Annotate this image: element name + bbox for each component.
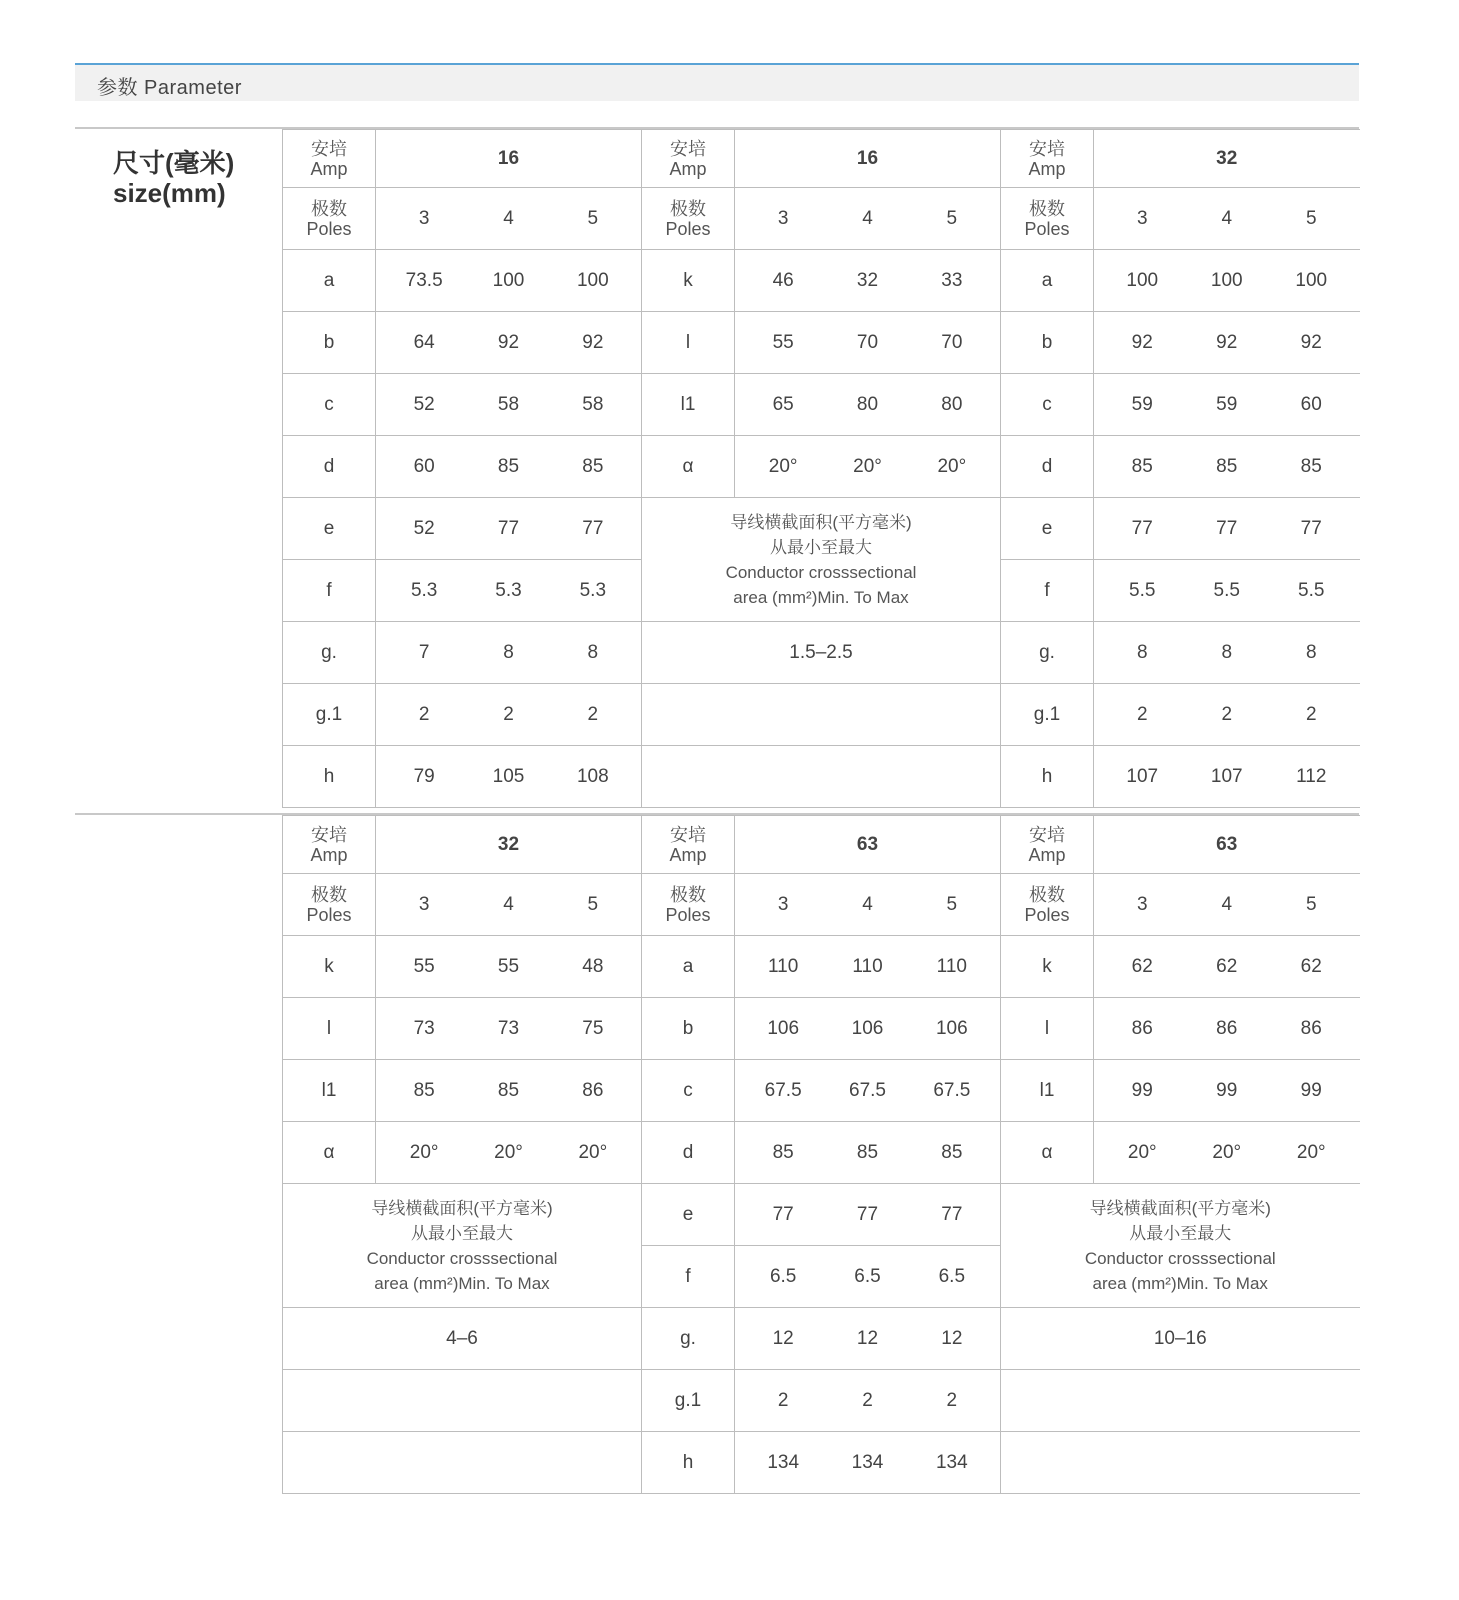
dim-label: g.1 bbox=[1001, 684, 1094, 746]
amp-value: 63 bbox=[735, 816, 1001, 874]
amp-value: 32 bbox=[1094, 130, 1360, 188]
dim-label: c bbox=[1001, 374, 1094, 436]
dim-values: 92 92 92 bbox=[1094, 312, 1360, 374]
amp-label: 安培 Amp bbox=[283, 130, 376, 188]
dim-label: l bbox=[642, 312, 735, 374]
dim-label: b bbox=[1001, 312, 1094, 374]
dim-label: k bbox=[283, 936, 376, 998]
dim-label: a bbox=[1001, 250, 1094, 312]
dim-values: 64 92 92 bbox=[376, 312, 642, 374]
dim-values: 85 85 85 bbox=[735, 1122, 1001, 1184]
dim-values: 55 55 48 bbox=[376, 936, 642, 998]
dim-values: 100 100 100 bbox=[1094, 250, 1360, 312]
dim-values: 73 73 75 bbox=[376, 998, 642, 1060]
poles-label: 极数 Poles bbox=[642, 874, 735, 936]
dim-label: l bbox=[283, 998, 376, 1060]
amp-value: 16 bbox=[735, 130, 1001, 188]
table-row bbox=[283, 622, 1360, 684]
dim-values: 85 85 86 bbox=[376, 1060, 642, 1122]
table-row bbox=[283, 498, 1360, 560]
dim-label: k bbox=[1001, 936, 1094, 998]
dim-label: e bbox=[283, 498, 376, 560]
dim-values: 67.5 67.5 67.5 bbox=[735, 1060, 1001, 1122]
dim-values: 110 110 110 bbox=[735, 936, 1001, 998]
conductor-area-range: 1.5–2.5 bbox=[642, 622, 1001, 684]
table-row bbox=[283, 1432, 1360, 1494]
dim-values: 52 58 58 bbox=[376, 374, 642, 436]
empty-cell bbox=[283, 1370, 642, 1432]
table-row bbox=[283, 746, 1360, 808]
poles-values: 3 4 5 bbox=[376, 188, 642, 250]
poles-values: 3 4 5 bbox=[735, 874, 1001, 936]
empty-cell bbox=[283, 1432, 642, 1494]
dim-values: 2 2 2 bbox=[735, 1370, 1001, 1432]
dim-values: 20° 20° 20° bbox=[376, 1122, 642, 1184]
table-row bbox=[283, 188, 1360, 250]
dim-label: e bbox=[642, 1184, 735, 1246]
poles-values: 3 4 5 bbox=[735, 188, 1001, 250]
table-row bbox=[283, 1370, 1360, 1432]
table-row bbox=[283, 816, 1360, 874]
dim-values: 12 12 12 bbox=[735, 1308, 1001, 1370]
amp-label: 安培 Amp bbox=[283, 816, 376, 874]
empty-cell bbox=[1001, 1432, 1360, 1494]
page-title: 参数 Parameter bbox=[97, 77, 242, 99]
dim-label: g.1 bbox=[283, 684, 376, 746]
header-band bbox=[75, 65, 1359, 101]
table-row bbox=[283, 684, 1360, 746]
table-row bbox=[283, 436, 1360, 498]
dim-values: 134 134 134 bbox=[735, 1432, 1001, 1494]
dim-values: 20° 20° 20° bbox=[735, 436, 1001, 498]
dim-label: α bbox=[1001, 1122, 1094, 1184]
dim-values: 2 2 2 bbox=[376, 684, 642, 746]
dim-values: 86 86 86 bbox=[1094, 998, 1360, 1060]
dim-label: b bbox=[642, 998, 735, 1060]
dim-values: 79 105 108 bbox=[376, 746, 642, 808]
table-row bbox=[283, 998, 1360, 1060]
poles-label: 极数 Poles bbox=[283, 188, 376, 250]
conductor-area-range: 10–16 bbox=[1001, 1308, 1360, 1370]
poles-values: 3 4 5 bbox=[376, 874, 642, 936]
amp-label: 安培 Amp bbox=[642, 816, 735, 874]
poles-label: 极数 Poles bbox=[283, 874, 376, 936]
dim-values: 73.5 100 100 bbox=[376, 250, 642, 312]
empty-cell bbox=[1001, 1370, 1360, 1432]
dim-label: l bbox=[1001, 998, 1094, 1060]
dim-label: l1 bbox=[283, 1060, 376, 1122]
dim-values: 2 2 2 bbox=[1094, 684, 1360, 746]
dim-label: c bbox=[642, 1060, 735, 1122]
amp-value: 16 bbox=[376, 130, 642, 188]
dim-values: 55 70 70 bbox=[735, 312, 1001, 374]
table-row bbox=[283, 936, 1360, 998]
dim-label: a bbox=[642, 936, 735, 998]
dim-label: d bbox=[283, 436, 376, 498]
dim-values: 77 77 77 bbox=[1094, 498, 1360, 560]
dim-values: 6.5 6.5 6.5 bbox=[735, 1246, 1001, 1308]
table-row bbox=[283, 1184, 1360, 1246]
dim-label: a bbox=[283, 250, 376, 312]
table-row bbox=[283, 1308, 1360, 1370]
size-label bbox=[113, 148, 234, 208]
poles-label: 极数 Poles bbox=[1001, 874, 1094, 936]
dim-values: 65 80 80 bbox=[735, 374, 1001, 436]
dim-values: 5.5 5.5 5.5 bbox=[1094, 560, 1360, 622]
table-row bbox=[283, 1060, 1360, 1122]
dim-values: 20° 20° 20° bbox=[1094, 1122, 1360, 1184]
dim-label: g. bbox=[1001, 622, 1094, 684]
dim-label: l1 bbox=[1001, 1060, 1094, 1122]
dim-values: 59 59 60 bbox=[1094, 374, 1360, 436]
table-row bbox=[283, 874, 1360, 936]
poles-values: 3 4 5 bbox=[1094, 874, 1360, 936]
dim-label: e bbox=[1001, 498, 1094, 560]
dim-label: k bbox=[642, 250, 735, 312]
parameter-table-1 bbox=[282, 129, 1360, 808]
dim-values: 107 107 112 bbox=[1094, 746, 1360, 808]
dim-label: b bbox=[283, 312, 376, 374]
dim-label: g. bbox=[283, 622, 376, 684]
dim-label: h bbox=[642, 1432, 735, 1494]
table-row bbox=[283, 312, 1360, 374]
conductor-area-label: 导线横截面积(平方毫米) 从最小至最大 Conductor crosssectional area (mm²)Min. To Max bbox=[1001, 1184, 1360, 1308]
amp-label: 安培 Amp bbox=[1001, 130, 1094, 188]
dim-values: 85 85 85 bbox=[1094, 436, 1360, 498]
amp-value: 32 bbox=[376, 816, 642, 874]
dim-values: 46 32 33 bbox=[735, 250, 1001, 312]
amp-value: 63 bbox=[1094, 816, 1360, 874]
dim-values: 5.3 5.3 5.3 bbox=[376, 560, 642, 622]
empty-cell bbox=[642, 684, 1001, 746]
dim-label: h bbox=[283, 746, 376, 808]
table-row bbox=[283, 1122, 1360, 1184]
size-label-zh: 尺寸(毫米) bbox=[113, 148, 235, 178]
conductor-area-label: 导线横截面积(平方毫米) 从最小至最大 Conductor crosssectional area (mm²)Min. To Max bbox=[283, 1184, 642, 1308]
dim-values: 77 77 77 bbox=[735, 1184, 1001, 1246]
dim-label: d bbox=[642, 1122, 735, 1184]
dim-label: α bbox=[642, 436, 735, 498]
poles-values: 3 4 5 bbox=[1094, 188, 1360, 250]
dim-values: 52 77 77 bbox=[376, 498, 642, 560]
dim-label: h bbox=[1001, 746, 1094, 808]
size-label-en: size(mm) bbox=[113, 178, 226, 208]
dim-values: 60 85 85 bbox=[376, 436, 642, 498]
empty-cell bbox=[642, 746, 1001, 808]
dim-label: f bbox=[642, 1246, 735, 1308]
poles-label: 极数 Poles bbox=[1001, 188, 1094, 250]
dim-values: 62 62 62 bbox=[1094, 936, 1360, 998]
dim-label: d bbox=[1001, 436, 1094, 498]
dim-values: 8 8 8 bbox=[1094, 622, 1360, 684]
parameter-table-2 bbox=[282, 815, 1360, 1494]
poles-label: 极数 Poles bbox=[642, 188, 735, 250]
dim-label: α bbox=[283, 1122, 376, 1184]
dim-values: 99 99 99 bbox=[1094, 1060, 1360, 1122]
dim-values: 7 8 8 bbox=[376, 622, 642, 684]
dim-label: g. bbox=[642, 1308, 735, 1370]
conductor-area-range: 4–6 bbox=[283, 1308, 642, 1370]
table-row bbox=[283, 250, 1360, 312]
dim-label: g.1 bbox=[642, 1370, 735, 1432]
dim-label: c bbox=[283, 374, 376, 436]
dim-values: 106 106 106 bbox=[735, 998, 1001, 1060]
dim-label: f bbox=[1001, 560, 1094, 622]
table-row bbox=[283, 130, 1360, 188]
table-row bbox=[283, 374, 1360, 436]
conductor-area-label: 导线横截面积(平方毫米) 从最小至最大 Conductor crosssectional area (mm²)Min. To Max bbox=[642, 498, 1001, 622]
dim-label: l1 bbox=[642, 374, 735, 436]
amp-label: 安培 Amp bbox=[1001, 816, 1094, 874]
amp-label: 安培 Amp bbox=[642, 130, 735, 188]
dim-label: f bbox=[283, 560, 376, 622]
